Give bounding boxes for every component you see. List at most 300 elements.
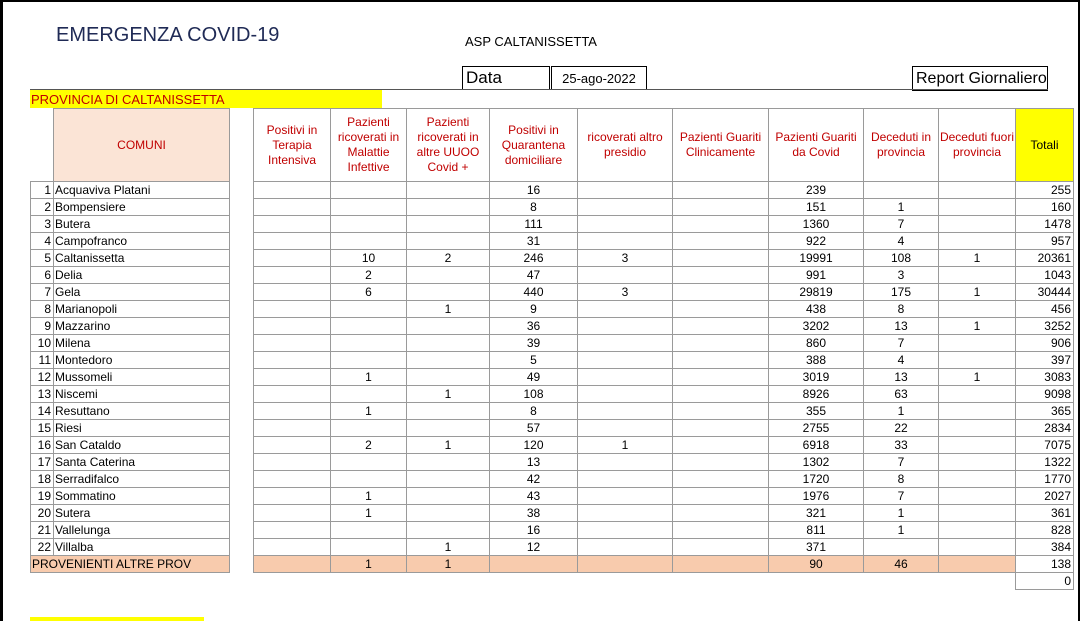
cell-uuoo bbox=[407, 403, 490, 420]
cell-guariti-clin bbox=[673, 301, 769, 318]
cell-terapia bbox=[254, 267, 331, 284]
row-comune: Santa Caterina bbox=[54, 454, 230, 471]
row-comune: Marianopoli bbox=[54, 301, 230, 318]
cell-terapia bbox=[254, 233, 331, 250]
cell-deceduti-fuori bbox=[939, 471, 1016, 488]
column-header-guariti-clin: Pazienti Guariti Clinicamente bbox=[673, 109, 769, 182]
cell-altro-presidio bbox=[578, 199, 673, 216]
cell-guariti-covid: 355 bbox=[769, 403, 864, 420]
cell-deceduti-fuori bbox=[939, 216, 1016, 233]
cell-guariti-clin bbox=[673, 539, 769, 556]
cell-guariti-covid: 1302 bbox=[769, 454, 864, 471]
cell-uuoo bbox=[407, 216, 490, 233]
row-number: 6 bbox=[31, 267, 54, 284]
cell-guariti-clin bbox=[673, 284, 769, 301]
cell-quarantena: 39 bbox=[490, 335, 578, 352]
cell-deceduti-prov: 3 bbox=[864, 267, 939, 284]
cell-deceduti-prov: 1 bbox=[864, 505, 939, 522]
cell-altro-presidio: 1 bbox=[578, 437, 673, 454]
table-row bbox=[31, 352, 1074, 369]
column-gap bbox=[230, 556, 254, 573]
cell-malattie bbox=[331, 420, 407, 437]
cell-deceduti-fuori bbox=[939, 437, 1016, 454]
column-header-comuni: COMUNI bbox=[54, 109, 230, 182]
cell-malattie: 1 bbox=[331, 505, 407, 522]
cell-quarantena: 246 bbox=[490, 250, 578, 267]
column-header-altro-presidio: ricoverati altro presidio bbox=[578, 109, 673, 182]
cell-guariti-covid: 2755 bbox=[769, 420, 864, 437]
cell-quarantena: 8 bbox=[490, 403, 578, 420]
column-gap bbox=[230, 284, 254, 301]
table-row bbox=[31, 233, 1074, 250]
extra-total-row bbox=[31, 573, 1074, 590]
column-gap bbox=[230, 386, 254, 403]
cell-guariti-covid: 991 bbox=[769, 267, 864, 284]
cell-totali: 828 bbox=[1016, 522, 1074, 539]
cell-malattie: 2 bbox=[331, 267, 407, 284]
cell-uuoo bbox=[407, 335, 490, 352]
table-row bbox=[31, 284, 1074, 301]
cell-deceduti-prov: 108 bbox=[864, 250, 939, 267]
cell-terapia bbox=[254, 437, 331, 454]
table-row bbox=[31, 522, 1074, 539]
cell-quarantena: 440 bbox=[490, 284, 578, 301]
row-number: 13 bbox=[31, 386, 54, 403]
cell-deceduti-fuori bbox=[939, 403, 1016, 420]
cell-quarantena: 111 bbox=[490, 216, 578, 233]
cell-quarantena: 5 bbox=[490, 352, 578, 369]
column-gap bbox=[230, 335, 254, 352]
row-number: 22 bbox=[31, 539, 54, 556]
column-header-uuoo: Pazienti ricoverati in altre UUOO Covid + bbox=[407, 109, 490, 182]
cell-totali: 3083 bbox=[1016, 369, 1074, 386]
cell-guariti-clin bbox=[673, 369, 769, 386]
cell-deceduti-prov: 4 bbox=[864, 352, 939, 369]
cell-quarantena: 57 bbox=[490, 420, 578, 437]
cell-malattie bbox=[331, 301, 407, 318]
provenienti-cell-terapia bbox=[254, 556, 331, 573]
cell-uuoo: 1 bbox=[407, 437, 490, 454]
cell-deceduti-prov: 8 bbox=[864, 301, 939, 318]
cell-uuoo bbox=[407, 369, 490, 386]
provenienti-cell-deceduti-fuori bbox=[939, 556, 1016, 573]
cell-uuoo bbox=[407, 267, 490, 284]
date-value: 25-ago-2022 bbox=[551, 66, 647, 90]
cell-terapia bbox=[254, 471, 331, 488]
provenienti-cell-uuoo: 1 bbox=[407, 556, 490, 573]
column-gap bbox=[230, 488, 254, 505]
cell-quarantena: 108 bbox=[490, 386, 578, 403]
cell-deceduti-prov: 4 bbox=[864, 233, 939, 250]
column-header-terapia: Positivi in Terapia Intensiva bbox=[254, 109, 331, 182]
cell-deceduti-fuori bbox=[939, 505, 1016, 522]
column-header-quarantena: Positivi in Quarantena domiciliare bbox=[490, 109, 578, 182]
table-row bbox=[31, 267, 1074, 284]
cell-quarantena: 38 bbox=[490, 505, 578, 522]
province-banner: PROVINCIA DI CALTANISSETTA bbox=[30, 90, 382, 108]
table-row bbox=[31, 199, 1074, 216]
row-number: 18 bbox=[31, 471, 54, 488]
cell-altro-presidio bbox=[578, 386, 673, 403]
row-number: 17 bbox=[31, 454, 54, 471]
extra-total-value: 0 bbox=[1016, 573, 1074, 590]
column-gap bbox=[230, 505, 254, 522]
row-comune: San Cataldo bbox=[54, 437, 230, 454]
cell-deceduti-fuori: 1 bbox=[939, 369, 1016, 386]
cell-terapia bbox=[254, 199, 331, 216]
cell-terapia bbox=[254, 216, 331, 233]
cell-uuoo: 1 bbox=[407, 386, 490, 403]
column-gap bbox=[230, 318, 254, 335]
cell-deceduti-prov: 7 bbox=[864, 488, 939, 505]
cell-guariti-clin bbox=[673, 488, 769, 505]
cell-terapia bbox=[254, 369, 331, 386]
cell-deceduti-prov: 175 bbox=[864, 284, 939, 301]
cell-totali: 30444 bbox=[1016, 284, 1074, 301]
cell-altro-presidio bbox=[578, 352, 673, 369]
frame-top-border bbox=[0, 0, 1080, 2]
cell-guariti-clin bbox=[673, 233, 769, 250]
cell-guariti-covid: 371 bbox=[769, 539, 864, 556]
cell-altro-presidio bbox=[578, 454, 673, 471]
row-comune: Riesi bbox=[54, 420, 230, 437]
row-comune: Mazzarino bbox=[54, 318, 230, 335]
cell-guariti-clin bbox=[673, 471, 769, 488]
row-comune: Sutera bbox=[54, 505, 230, 522]
cell-quarantena: 31 bbox=[490, 233, 578, 250]
cell-quarantena: 120 bbox=[490, 437, 578, 454]
cell-deceduti-prov: 63 bbox=[864, 386, 939, 403]
cell-totali: 255 bbox=[1016, 182, 1074, 199]
cell-malattie: 2 bbox=[331, 437, 407, 454]
cell-deceduti-fuori bbox=[939, 267, 1016, 284]
table-row bbox=[31, 505, 1074, 522]
cell-uuoo bbox=[407, 318, 490, 335]
cell-guariti-covid: 922 bbox=[769, 233, 864, 250]
table-row bbox=[31, 437, 1074, 454]
cell-uuoo bbox=[407, 454, 490, 471]
column-gap bbox=[230, 182, 254, 199]
cell-guariti-covid: 3019 bbox=[769, 369, 864, 386]
cell-uuoo bbox=[407, 199, 490, 216]
cell-altro-presidio bbox=[578, 318, 673, 335]
cell-altro-presidio bbox=[578, 420, 673, 437]
cell-deceduti-prov: 8 bbox=[864, 471, 939, 488]
cell-totali: 456 bbox=[1016, 301, 1074, 318]
cell-deceduti-fuori bbox=[939, 454, 1016, 471]
cell-deceduti-fuori bbox=[939, 233, 1016, 250]
provenienti-cell-guariti-clin bbox=[673, 556, 769, 573]
column-header-deceduti-prov: Deceduti in provincia bbox=[864, 109, 939, 182]
cell-altro-presidio bbox=[578, 301, 673, 318]
row-comune: Milena bbox=[54, 335, 230, 352]
row-comune: Vallelunga bbox=[54, 522, 230, 539]
cell-totali: 7075 bbox=[1016, 437, 1074, 454]
cell-quarantena: 49 bbox=[490, 369, 578, 386]
cell-quarantena: 12 bbox=[490, 539, 578, 556]
cell-guariti-clin bbox=[673, 420, 769, 437]
cell-totali: 2027 bbox=[1016, 488, 1074, 505]
cell-guariti-covid: 1720 bbox=[769, 471, 864, 488]
table-row bbox=[31, 454, 1074, 471]
cell-guariti-clin bbox=[673, 522, 769, 539]
cell-malattie bbox=[331, 233, 407, 250]
table-row bbox=[31, 539, 1074, 556]
cell-totali: 1770 bbox=[1016, 471, 1074, 488]
column-gap bbox=[230, 109, 254, 182]
table-row bbox=[31, 471, 1074, 488]
cell-altro-presidio bbox=[578, 182, 673, 199]
cell-malattie bbox=[331, 454, 407, 471]
cell-altro-presidio bbox=[578, 488, 673, 505]
cell-uuoo: 1 bbox=[407, 301, 490, 318]
cell-deceduti-fuori bbox=[939, 420, 1016, 437]
row-number: 1 bbox=[31, 182, 54, 199]
cell-deceduti-fuori bbox=[939, 539, 1016, 556]
cell-malattie bbox=[331, 522, 407, 539]
cell-guariti-clin bbox=[673, 403, 769, 420]
cell-quarantena: 43 bbox=[490, 488, 578, 505]
cell-uuoo bbox=[407, 505, 490, 522]
cell-terapia bbox=[254, 454, 331, 471]
column-gap bbox=[230, 301, 254, 318]
cell-malattie bbox=[331, 216, 407, 233]
provenienti-cell-deceduti-prov: 46 bbox=[864, 556, 939, 573]
provenienti-cell-quarantena bbox=[490, 556, 578, 573]
row-number: 19 bbox=[31, 488, 54, 505]
table-row bbox=[31, 488, 1074, 505]
row-number: 4 bbox=[31, 233, 54, 250]
cell-guariti-clin bbox=[673, 250, 769, 267]
cell-guariti-covid: 8926 bbox=[769, 386, 864, 403]
cell-guariti-clin bbox=[673, 352, 769, 369]
cell-uuoo: 2 bbox=[407, 250, 490, 267]
table-row bbox=[31, 420, 1074, 437]
row-number: 16 bbox=[31, 437, 54, 454]
table-row bbox=[31, 216, 1074, 233]
row-number: 20 bbox=[31, 505, 54, 522]
cell-altro-presidio: 3 bbox=[578, 250, 673, 267]
column-header-deceduti-fuori: Deceduti fuori provincia bbox=[939, 109, 1016, 182]
cell-terapia bbox=[254, 522, 331, 539]
cell-altro-presidio bbox=[578, 267, 673, 284]
cell-guariti-covid: 321 bbox=[769, 505, 864, 522]
cell-uuoo bbox=[407, 488, 490, 505]
cell-deceduti-prov bbox=[864, 539, 939, 556]
cell-totali: 361 bbox=[1016, 505, 1074, 522]
cell-terapia bbox=[254, 403, 331, 420]
provenienti-row bbox=[31, 556, 1074, 573]
cell-terapia bbox=[254, 284, 331, 301]
cell-totali: 1478 bbox=[1016, 216, 1074, 233]
cell-deceduti-fuori bbox=[939, 386, 1016, 403]
cell-deceduti-prov: 33 bbox=[864, 437, 939, 454]
cell-guariti-clin bbox=[673, 216, 769, 233]
cell-deceduti-prov: 22 bbox=[864, 420, 939, 437]
cell-terapia bbox=[254, 488, 331, 505]
column-header-guariti-covid: Pazienti Guariti da Covid bbox=[769, 109, 864, 182]
provenienti-cell-malattie: 1 bbox=[331, 556, 407, 573]
cell-malattie bbox=[331, 318, 407, 335]
cell-totali: 906 bbox=[1016, 335, 1074, 352]
cell-guariti-clin bbox=[673, 267, 769, 284]
column-gap bbox=[230, 539, 254, 556]
row-number: 9 bbox=[31, 318, 54, 335]
provenienti-totali: 138 bbox=[1016, 556, 1074, 573]
table-row bbox=[31, 386, 1074, 403]
cell-uuoo bbox=[407, 182, 490, 199]
cell-deceduti-fuori: 1 bbox=[939, 284, 1016, 301]
cell-deceduti-fuori bbox=[939, 522, 1016, 539]
cell-terapia bbox=[254, 352, 331, 369]
cell-deceduti-fuori: 1 bbox=[939, 250, 1016, 267]
cell-guariti-covid: 19991 bbox=[769, 250, 864, 267]
table-row bbox=[31, 335, 1074, 352]
table-row bbox=[31, 403, 1074, 420]
table-row bbox=[31, 250, 1074, 267]
cell-guariti-clin bbox=[673, 505, 769, 522]
cell-guariti-covid: 3202 bbox=[769, 318, 864, 335]
cell-totali: 384 bbox=[1016, 539, 1074, 556]
cell-totali: 2834 bbox=[1016, 420, 1074, 437]
cell-deceduti-prov: 13 bbox=[864, 318, 939, 335]
cell-altro-presidio bbox=[578, 216, 673, 233]
subtitle: ASP CALTANISSETTA bbox=[465, 34, 597, 49]
cell-deceduti-fuori bbox=[939, 335, 1016, 352]
cell-guariti-covid: 388 bbox=[769, 352, 864, 369]
cell-altro-presidio bbox=[578, 539, 673, 556]
cell-totali: 9098 bbox=[1016, 386, 1074, 403]
cell-totali: 20361 bbox=[1016, 250, 1074, 267]
row-comune: Serradifalco bbox=[54, 471, 230, 488]
cell-terapia bbox=[254, 182, 331, 199]
table-body bbox=[31, 182, 1074, 590]
provenienti-cell-guariti-covid: 90 bbox=[769, 556, 864, 573]
row-number: 10 bbox=[31, 335, 54, 352]
cell-guariti-covid: 1360 bbox=[769, 216, 864, 233]
covid-table bbox=[30, 108, 1074, 590]
column-gap bbox=[230, 420, 254, 437]
column-gap bbox=[230, 369, 254, 386]
cell-guariti-covid: 811 bbox=[769, 522, 864, 539]
cell-terapia bbox=[254, 318, 331, 335]
cell-malattie bbox=[331, 471, 407, 488]
table-header-row bbox=[31, 109, 1074, 182]
cell-malattie: 1 bbox=[331, 488, 407, 505]
cell-guariti-clin bbox=[673, 199, 769, 216]
cell-malattie: 10 bbox=[331, 250, 407, 267]
cell-deceduti-prov bbox=[864, 182, 939, 199]
row-comune: Bompensiere bbox=[54, 199, 230, 216]
table-row bbox=[31, 318, 1074, 335]
row-comune: Villalba bbox=[54, 539, 230, 556]
cell-altro-presidio bbox=[578, 233, 673, 250]
row-comune: Montedoro bbox=[54, 352, 230, 369]
cell-guariti-clin bbox=[673, 437, 769, 454]
cell-uuoo bbox=[407, 284, 490, 301]
column-gap bbox=[230, 403, 254, 420]
cell-quarantena: 13 bbox=[490, 454, 578, 471]
cell-deceduti-fuori bbox=[939, 301, 1016, 318]
cell-malattie bbox=[331, 199, 407, 216]
row-number: 11 bbox=[31, 352, 54, 369]
cell-deceduti-fuori bbox=[939, 352, 1016, 369]
cell-deceduti-prov: 13 bbox=[864, 369, 939, 386]
row-comune: Acquaviva Platani bbox=[54, 182, 230, 199]
cell-malattie bbox=[331, 539, 407, 556]
cell-altro-presidio bbox=[578, 369, 673, 386]
cell-malattie: 1 bbox=[331, 403, 407, 420]
cell-uuoo bbox=[407, 471, 490, 488]
cell-malattie bbox=[331, 335, 407, 352]
cell-totali: 397 bbox=[1016, 352, 1074, 369]
cell-deceduti-prov: 1 bbox=[864, 403, 939, 420]
cell-deceduti-prov: 1 bbox=[864, 199, 939, 216]
cell-altro-presidio bbox=[578, 471, 673, 488]
row-number: 8 bbox=[31, 301, 54, 318]
cell-guariti-covid: 860 bbox=[769, 335, 864, 352]
cell-quarantena: 8 bbox=[490, 199, 578, 216]
date-label: Data bbox=[462, 66, 550, 90]
column-header-malattie: Pazienti ricoverati in Malattie Infettive bbox=[331, 109, 407, 182]
cell-malattie bbox=[331, 352, 407, 369]
cell-guariti-covid: 438 bbox=[769, 301, 864, 318]
cell-terapia bbox=[254, 420, 331, 437]
cell-uuoo bbox=[407, 420, 490, 437]
page-title: EMERGENZA COVID-19 bbox=[56, 24, 280, 46]
report-label: Report Giornaliero bbox=[912, 66, 1048, 91]
row-comune: Caltanissetta bbox=[54, 250, 230, 267]
cell-uuoo bbox=[407, 522, 490, 539]
cell-terapia bbox=[254, 250, 331, 267]
cell-deceduti-fuori bbox=[939, 182, 1016, 199]
row-comune: Sommatino bbox=[54, 488, 230, 505]
row-comune: Delia bbox=[54, 267, 230, 284]
row-number: 2 bbox=[31, 199, 54, 216]
cell-terapia bbox=[254, 335, 331, 352]
row-comune: Gela bbox=[54, 284, 230, 301]
cell-guariti-covid: 29819 bbox=[769, 284, 864, 301]
cell-quarantena: 47 bbox=[490, 267, 578, 284]
cell-terapia bbox=[254, 301, 331, 318]
cell-quarantena: 9 bbox=[490, 301, 578, 318]
row-comune: Mussomeli bbox=[54, 369, 230, 386]
cell-altro-presidio bbox=[578, 522, 673, 539]
row-number: 3 bbox=[31, 216, 54, 233]
bottom-yellow-cell bbox=[30, 617, 204, 621]
cell-malattie: 1 bbox=[331, 369, 407, 386]
cell-deceduti-fuori bbox=[939, 199, 1016, 216]
column-gap bbox=[230, 454, 254, 471]
cell-guariti-clin bbox=[673, 318, 769, 335]
cell-uuoo bbox=[407, 352, 490, 369]
extra-filler bbox=[31, 573, 1016, 590]
column-gap bbox=[230, 233, 254, 250]
frame-left-border bbox=[0, 0, 3, 621]
row-comune: Butera bbox=[54, 216, 230, 233]
cell-altro-presidio bbox=[578, 505, 673, 522]
cell-altro-presidio bbox=[578, 403, 673, 420]
column-gap bbox=[230, 437, 254, 454]
cell-altro-presidio bbox=[578, 335, 673, 352]
provenienti-cell-altro-presidio bbox=[578, 556, 673, 573]
row-comune: Campofranco bbox=[54, 233, 230, 250]
cell-terapia bbox=[254, 539, 331, 556]
cell-deceduti-prov: 7 bbox=[864, 335, 939, 352]
cell-uuoo: 1 bbox=[407, 539, 490, 556]
cell-guariti-clin bbox=[673, 454, 769, 471]
provenienti-label: PROVENIENTI ALTRE PROV bbox=[31, 556, 230, 573]
